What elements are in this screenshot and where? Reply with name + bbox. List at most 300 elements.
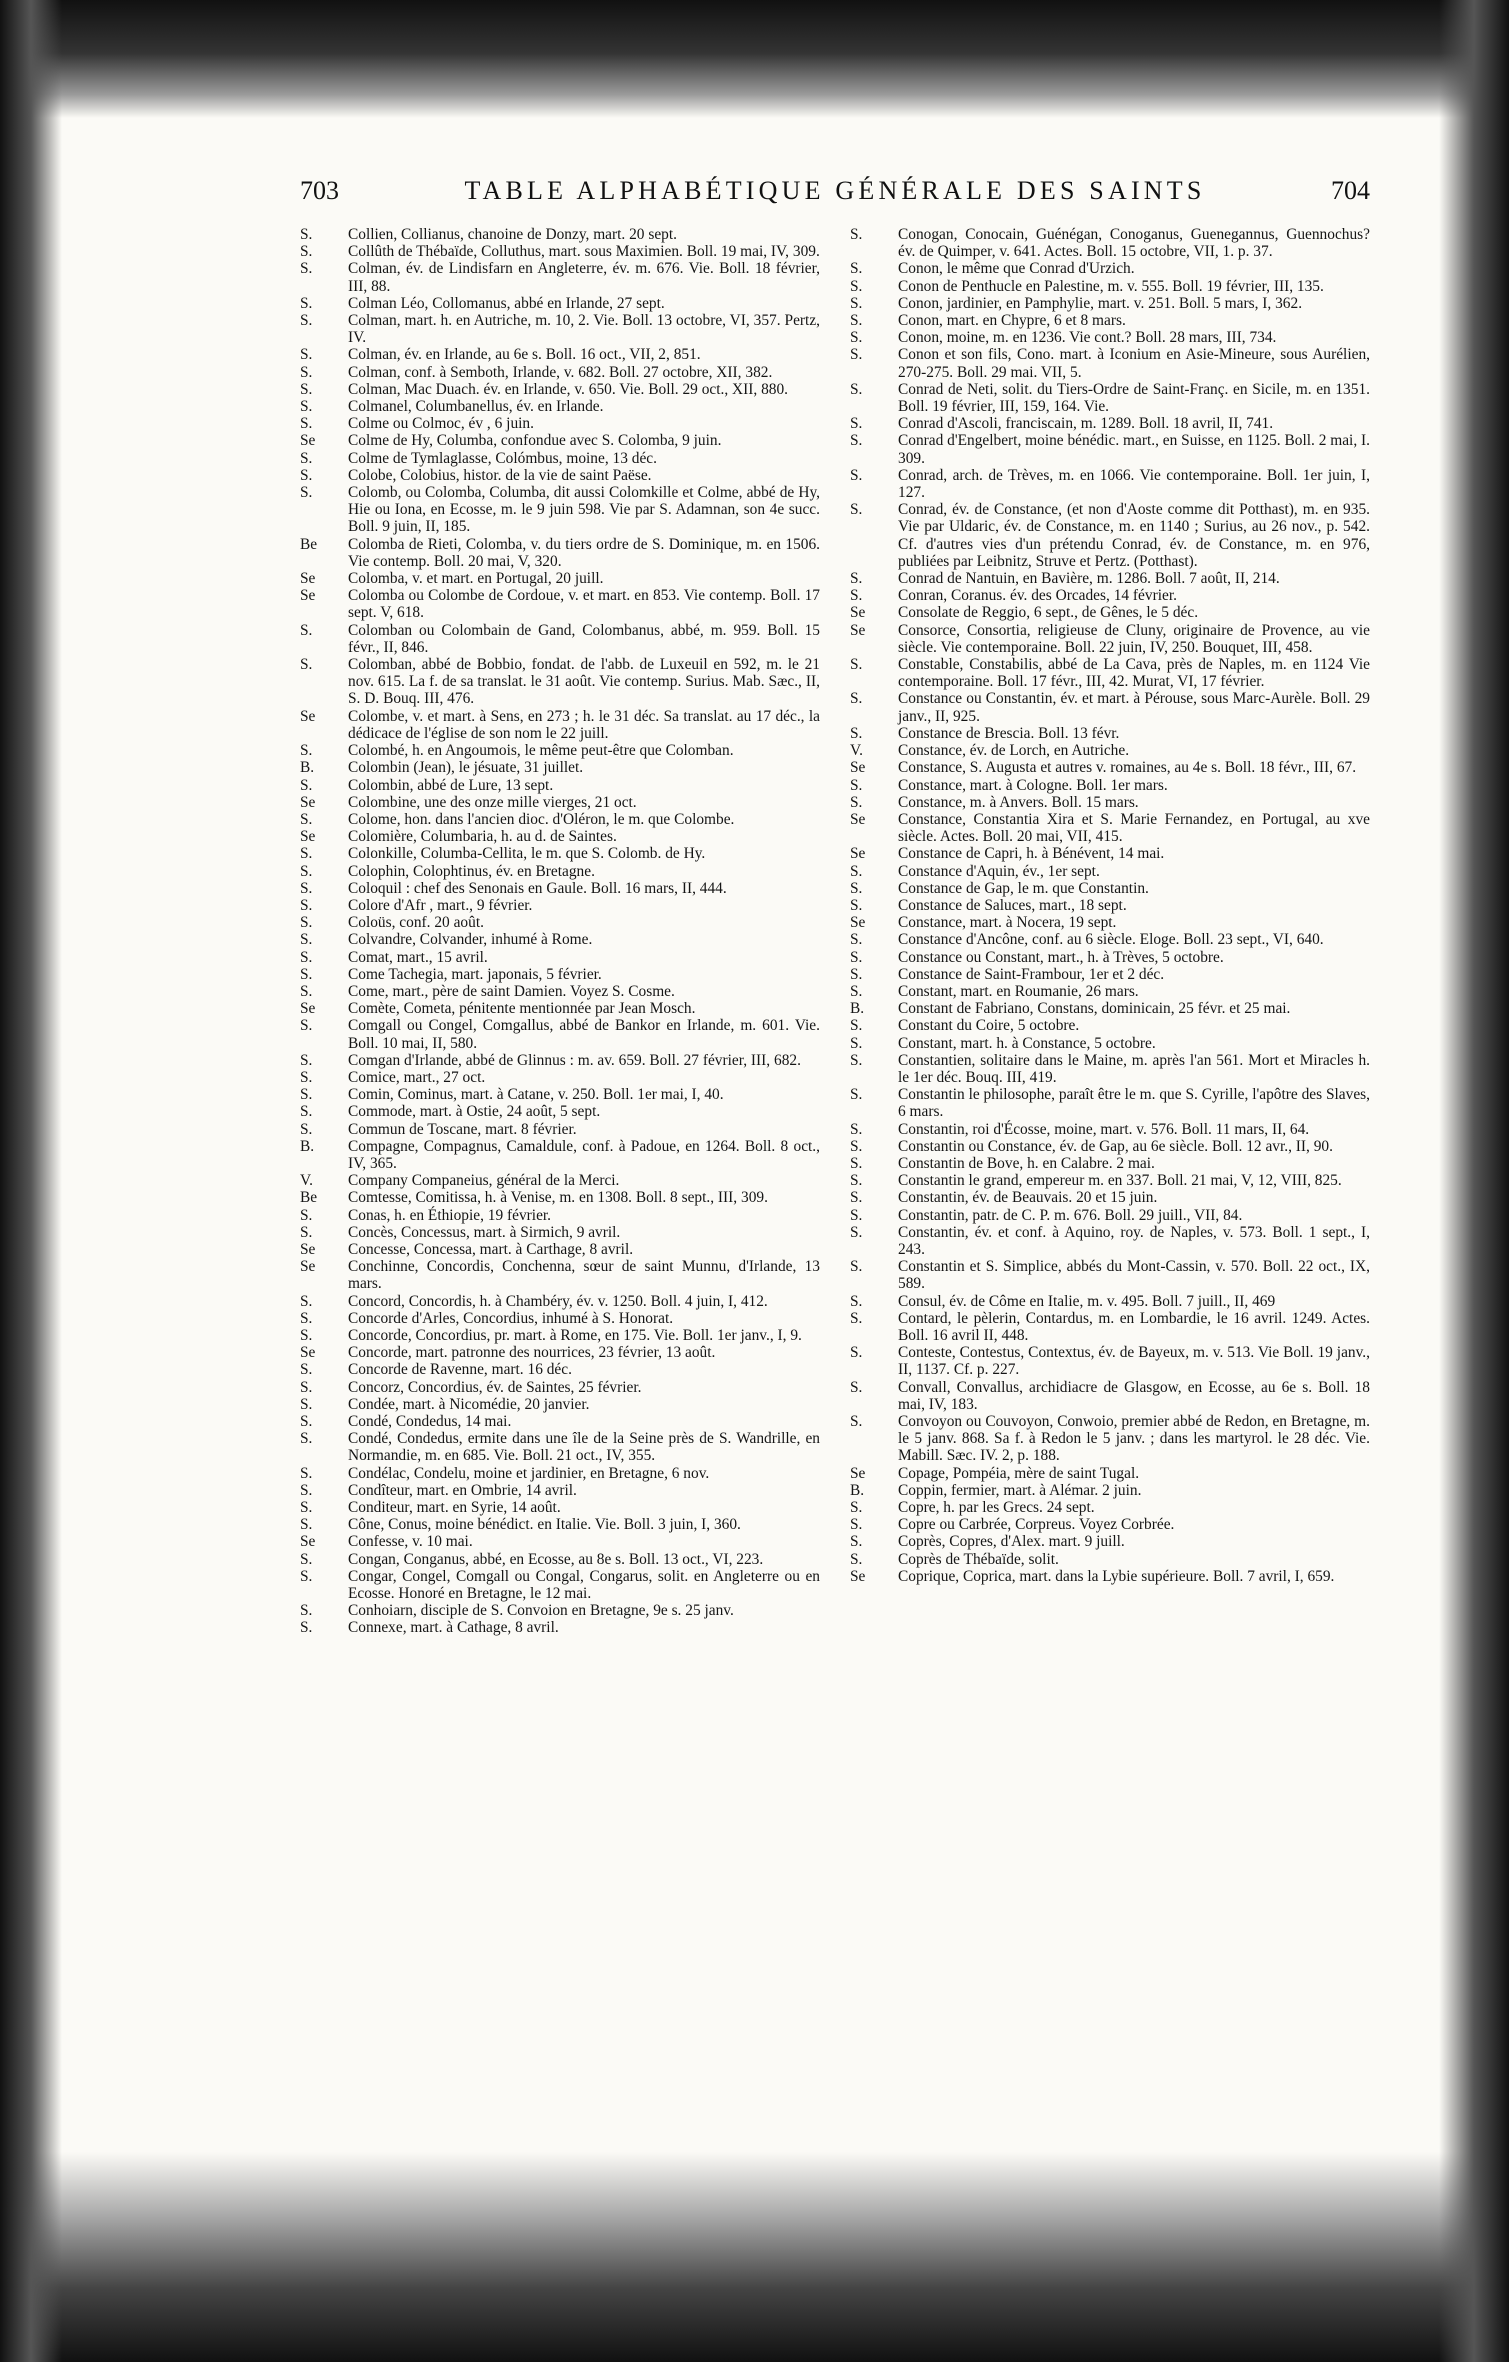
entry-text: Convoyon ou Couvoyon, Conwoio, premier abbé de Redon, en Bretagne, m. le 5 janv. 868. Sa f. à Redon le 5 janv. ; dans les martyrol. le 28 déc. Vie. Mabill. Sæc. IV. 2, p. 188.	[898, 1413, 1370, 1465]
entry-sigil: S.	[850, 1378, 863, 1396]
entry-sigil: S.	[850, 1533, 863, 1551]
index-entry	[300, 914, 820, 931]
index-entry	[850, 897, 1370, 914]
entry-sigil: S.	[850, 380, 863, 398]
index-entry	[300, 759, 820, 776]
entry-sigil: S.	[300, 380, 313, 398]
entry-text: Colombe, v. et mart. à Sens, en 273 ; h. le 31 déc. Sa translat. au 17 déc., la dédicace de l'église de son nom le 22 juill.	[348, 707, 820, 742]
index-entry	[300, 1361, 820, 1378]
index-entry	[300, 1499, 820, 1516]
entry-sigil: S.	[300, 243, 313, 261]
entry-text: Colme ou Colmoc, év , 6 juin.	[348, 415, 534, 433]
entry-text: Constantin, roi d'Écosse, moine, mart. v. 576. Boll. 11 mars, II, 64.	[898, 1120, 1310, 1138]
entry-text: Constance, mart. à Cologne. Boll. 1er mars.	[898, 776, 1168, 794]
entry-sigil: Se	[300, 432, 316, 450]
entry-sigil: Se	[300, 793, 316, 811]
index-entry	[850, 587, 1370, 604]
entry-text: Colomban ou Colombain de Gand, Colombanus, abbé, m. 959. Boll. 15 févr., II, 846.	[348, 621, 820, 656]
entry-text: Coprès, Copres, d'Alex. mart. 9 juill.	[898, 1533, 1125, 1551]
entry-text: Conon et son fils, Cono. mart. à Iconium en Asie-Mineure, sous Aurélien, 270-275. Boll. 29 mai. VII, 5.	[898, 346, 1370, 381]
index-entry	[300, 587, 820, 621]
index-entry	[850, 1413, 1370, 1465]
entry-sigil: S.	[300, 1309, 313, 1327]
index-entry	[850, 1258, 1370, 1292]
entry-text: Colvandre, Colvander, inhumé à Rome.	[348, 931, 593, 949]
index-entry	[300, 949, 820, 966]
index-entry	[300, 966, 820, 983]
entry-sigil: S.	[300, 1619, 313, 1637]
index-entry	[300, 1379, 820, 1396]
entry-sigil: B.	[850, 1481, 865, 1499]
index-entry	[850, 1138, 1370, 1155]
entry-text: Colombé, h. en Angoumois, le même peut-être que Colomban.	[348, 742, 734, 760]
entry-text: Constantin ou Constance, év. de Gap, au 6e siècle. Boll. 12 avr., II, 90.	[898, 1137, 1333, 1155]
entry-text: Colophin, Colophtinus, év. en Bretagne.	[348, 862, 595, 880]
entry-text: Colman Léo, Collomanus, abbé en Irlande, 27 sept.	[348, 294, 665, 312]
entry-text: Connexe, mart. à Cathage, 8 avril.	[348, 1619, 559, 1637]
entry-text: Colman, év. de Lindisfarn en Angleterre, év. m. 676. Vie. Boll. 18 février, III, 88.	[348, 260, 820, 295]
entry-sigil: S.	[850, 1120, 863, 1138]
entry-text: Conchinne, Concordis, Conchenna, sœur de saint Munnu, d'Irlande, 13 mars.	[348, 1258, 820, 1293]
entry-sigil: S.	[850, 1499, 863, 1517]
entry-text: Constantien, solitaire dans le Maine, m. après l'an 561. Mort et Miracles h. le 1er déc. Bouq. III, 419.	[898, 1051, 1370, 1086]
entry-text: Concord, Concordis, h. à Chambéry, év. v. 1250. Boll. 4 juin, I, 412.	[348, 1292, 768, 1310]
entry-text: Colman, Mac Duach. év. en Irlande, v. 650. Vie. Boll. 29 oct., XII, 880.	[348, 380, 789, 398]
index-entry	[850, 1121, 1370, 1138]
entry-sigil: S.	[300, 845, 313, 863]
entry-text: Congan, Conganus, abbé, en Ecosse, au 8e s. Boll. 13 oct., VI, 223.	[348, 1550, 764, 1568]
entry-text: Conas, h. en Éthiopie, 19 février.	[348, 1206, 552, 1224]
index-entry	[300, 622, 820, 656]
index-entry	[850, 329, 1370, 346]
entry-text: Condée, mart. à Nicomédie, 20 janvier.	[348, 1395, 590, 1413]
entry-sigil: S.	[300, 226, 313, 243]
index-entry	[300, 1516, 820, 1533]
entry-sigil: S.	[850, 501, 863, 519]
entry-text: Constance de Saint-Frambour, 1er et 2 déc.	[898, 965, 1165, 983]
index-entry	[850, 949, 1370, 966]
index-entry	[300, 536, 820, 570]
entry-text: Cône, Conus, moine bénédict. en Italie. Vie. Boll. 3 juin, I, 360.	[348, 1516, 741, 1534]
entry-text: Conrad, év. de Constance, (et non d'Aoste comme dit Potthast), m. en 935. Vie par Uldaric, év. de Constance, m. en 1140 ; Surius, au 26 nov., p. 542. Cf. d'autres vies d'un prétendu Conrad, év. de Constance, m. en 976, publiées par Leibnitz, Struve et Pertz. (Potthast).	[898, 501, 1370, 570]
entry-sigil: S.	[850, 1344, 863, 1362]
entry-text: Collien, Collianus, chanoine de Donzy, mart. 20 sept.	[348, 226, 677, 243]
index-entry	[300, 312, 820, 346]
scan-shadow-top	[0, 0, 1509, 118]
entry-sigil: B.	[850, 1000, 865, 1018]
entry-text: Conon, moine, m. en 1236. Vie cont.? Boll. 28 mars, III, 734.	[898, 329, 1277, 347]
index-entry	[300, 1619, 820, 1636]
index-entry	[850, 1293, 1370, 1310]
index-entry	[850, 381, 1370, 415]
entry-text: Consul, év. de Côme en Italie, m. v. 495. Boll. 7 juill., II, 469	[898, 1292, 1276, 1310]
entry-sigil: S.	[850, 862, 863, 880]
entry-sigil: S.	[850, 879, 863, 897]
entry-text: Commun de Toscane, mart. 8 février.	[348, 1120, 577, 1138]
entry-text: Conhoiarn, disciple de S. Convoion en Bretagne, 9e s. 25 janv.	[348, 1602, 734, 1620]
scan-shadow-bottom	[0, 2152, 1509, 2362]
entry-sigil: S.	[300, 1499, 313, 1517]
entry-sigil: S.	[850, 432, 863, 450]
entry-sigil: S.	[850, 312, 863, 330]
index-entry	[300, 346, 820, 363]
entry-text: Compagne, Compagnus, Camaldule, conf. à Padoue, en 1264. Boll. 8 oct., IV, 365.	[348, 1137, 820, 1172]
index-entry	[850, 1052, 1370, 1086]
entry-text: Colomière, Columbaria, h. au d. de Saintes.	[348, 828, 617, 846]
entry-text: Confesse, v. 10 mai.	[348, 1533, 473, 1551]
page-title: TABLE ALPHABÉTIQUE GÉNÉRALE DES SAINTS	[464, 176, 1206, 205]
entry-sigil: S.	[300, 965, 313, 983]
entry-text: Convall, Convallus, archidiacre de Glasgow, en Ecosse, au 6e s. Boll. 18 mai, IV, 183.	[898, 1378, 1370, 1413]
entry-text: Constance, S. Augusta et autres v. romaines, au 4e s. Boll. 18 févr., III, 67.	[898, 759, 1357, 777]
index-entry	[300, 1103, 820, 1120]
index-entry	[850, 1499, 1370, 1516]
entry-text: Constant du Coire, 5 octobre.	[898, 1017, 1080, 1035]
entry-sigil: S.	[300, 1017, 313, 1035]
entry-text: Conrad d'Ascoli, franciscain, m. 1289. Boll. 18 avril, II, 741.	[898, 415, 1274, 433]
index-entry	[300, 794, 820, 811]
entry-text: Conon, mart. en Chypre, 6 et 8 mars.	[898, 312, 1126, 330]
entry-sigil: Se	[300, 1000, 316, 1018]
index-entry	[300, 226, 820, 243]
index-entry	[850, 467, 1370, 501]
index-entry	[850, 880, 1370, 897]
entry-sigil: S.	[850, 1223, 863, 1241]
entry-sigil: S.	[300, 1464, 313, 1482]
entry-sigil: S.	[300, 398, 313, 416]
entry-text: Constantin de Bove, h. en Calabre. 2 mai.	[898, 1154, 1155, 1172]
entry-sigil: S.	[850, 1034, 863, 1052]
entry-text: Concès, Concessus, mart. à Sirmich, 9 avril.	[348, 1223, 621, 1241]
index-entry	[850, 1086, 1370, 1120]
entry-sigil: Se	[850, 621, 866, 639]
entry-sigil: S.	[300, 1086, 313, 1104]
entry-text: Comgan d'Irlande, abbé de Glinnus : m. av. 659. Boll. 27 février, III, 682.	[348, 1051, 801, 1069]
entry-sigil: S.	[850, 226, 863, 243]
entry-sigil: S.	[300, 914, 313, 932]
index-entry	[300, 415, 820, 432]
index-entry	[850, 777, 1370, 794]
index-entry	[850, 501, 1370, 570]
entry-text: Constantin, év. de Beauvais. 20 et 15 juin.	[898, 1189, 1158, 1207]
index-entry	[850, 1155, 1370, 1172]
index-entry	[300, 1465, 820, 1482]
entry-sigil: S.	[300, 1327, 313, 1344]
entry-sigil: Se	[300, 587, 316, 605]
index-entry	[850, 1172, 1370, 1189]
entry-sigil: Se	[850, 759, 866, 777]
entry-text: Colomba ou Colombe de Cordoue, v. et mart. en 853. Vie contemp. Boll. 17 sept. V, 618.	[348, 587, 820, 622]
index-entry	[300, 897, 820, 914]
entry-sigil: S.	[850, 587, 863, 605]
entry-sigil: S.	[300, 1395, 313, 1413]
entry-text: Colomba, v. et mart. en Portugal, 20 juill.	[348, 570, 604, 588]
entry-sigil: S.	[850, 415, 863, 433]
entry-sigil: S.	[850, 466, 863, 484]
index-entry	[300, 742, 820, 759]
entry-text: Conogan, Conocain, Guénégan, Conoganus, Guenegannus, Guennochus? év. de Quimper, v. 641. Actes. Boll. 15 octobre, VII, 1. p. 37.	[898, 226, 1370, 261]
index-entry	[300, 484, 820, 536]
entry-text: Comtesse, Comitissa, h. à Venise, m. en 1308. Boll. 8 sept., III, 309.	[348, 1189, 768, 1207]
index-entry	[300, 1000, 820, 1017]
entry-text: Constance, mart. à Nocera, 19 sept.	[898, 914, 1117, 932]
entry-sigil: S.	[850, 896, 863, 914]
entry-sigil: S.	[300, 621, 313, 639]
entry-text: Consolate de Reggio, 6 sept., de Gênes, le 5 déc.	[898, 604, 1199, 622]
entry-sigil: S.	[850, 1154, 863, 1172]
entry-text: Constance ou Constantin, év. et mart. à Pérouse, sous Marc-Aurèle. Boll. 29 janv., II, 925.	[898, 690, 1370, 725]
index-entry	[850, 742, 1370, 759]
entry-text: Commode, mart. à Ostie, 24 août, 5 sept.	[348, 1103, 601, 1121]
entry-text: Colomban, abbé de Bobbio, fondat. de l'abb. de Luxeuil en 592, m. le 21 nov. 615. La f. de sa translat. le 31 août. Vie contemp. Surius. Mab. Sæc., II, S. D. Bouq. III, 476.	[348, 656, 820, 708]
entry-text: Constantin et S. Simplice, abbés du Mont-Cassin, v. 570. Boll. 22 oct., IX, 589.	[898, 1258, 1370, 1293]
entry-text: Concesse, Concessa, mart. à Carthage, 8 avril.	[348, 1240, 634, 1258]
entry-text: Conon, le même que Conrad d'Urzich.	[898, 260, 1135, 278]
entry-text: Contard, le pèlerin, Contardus, m. en Lombardie, le 16 avril. 1249. Actes. Boll. 16 avril II, 448.	[898, 1309, 1370, 1344]
entry-sigil: S.	[300, 982, 313, 1000]
entry-text: Condé, Condedus, ermite dans une île de la Seine près de S. Wandrille, en Normandie, m. en 685. Vie. Boll. 21 oct., IV, 355.	[348, 1430, 820, 1465]
index-entry	[850, 966, 1370, 983]
index-entry	[300, 1327, 820, 1344]
index-entry	[300, 1568, 820, 1602]
index-entry	[300, 570, 820, 587]
entry-text: Conrad d'Engelbert, moine bénédic. mart., en Suisse, en 1125. Boll. 2 mai, I. 309.	[898, 432, 1370, 467]
index-entry	[850, 1568, 1370, 1585]
entry-sigil: Se	[850, 914, 866, 932]
entry-text: Concorde d'Arles, Concordius, inhumé à S. Honorat.	[348, 1309, 674, 1327]
index-entry	[300, 1344, 820, 1361]
entry-sigil: Se	[850, 845, 866, 863]
index-entry	[300, 1207, 820, 1224]
index-entry	[850, 1310, 1370, 1344]
index-entry	[300, 432, 820, 449]
entry-text: Concorde, Concordius, pr. mart. à Rome, en 175. Vie. Boll. 1er janv., I, 9.	[348, 1327, 802, 1344]
index-entry	[850, 1224, 1370, 1258]
index-entry	[850, 312, 1370, 329]
entry-text: Company Companeius, général de la Merci.	[348, 1172, 620, 1190]
entry-sigil: Se	[300, 1344, 316, 1362]
index-entry	[300, 243, 820, 260]
entry-sigil: S.	[300, 931, 313, 949]
index-entry	[300, 467, 820, 484]
index-entry	[300, 1310, 820, 1327]
index-entry	[300, 1241, 820, 1258]
entry-text: Constantin, év. et conf. à Aquino, roy. de Naples, v. 573. Boll. 1 sept., I, 243.	[898, 1223, 1370, 1258]
entry-sigil: S.	[300, 776, 313, 794]
index-entry	[300, 1396, 820, 1413]
entry-sigil: S.	[300, 1223, 313, 1241]
index-entry	[300, 1413, 820, 1430]
index-entry	[850, 1189, 1370, 1206]
index-entry	[300, 1430, 820, 1464]
entry-sigil: Se	[300, 828, 316, 846]
entry-sigil: S.	[850, 1292, 863, 1310]
entry-sigil: S.	[850, 570, 863, 588]
index-entry	[300, 1224, 820, 1241]
index-entry	[300, 828, 820, 845]
entry-sigil: S.	[850, 277, 863, 295]
entry-sigil: S.	[300, 484, 313, 502]
index-entry	[300, 1069, 820, 1086]
entry-text: Copage, Pompéia, mère de saint Tugal.	[898, 1464, 1140, 1482]
entry-text: Condélac, Condelu, moine et jardinier, en Bretagne, 6 nov.	[348, 1464, 710, 1482]
entry-sigil: S.	[300, 896, 313, 914]
entry-sigil: Se	[850, 1567, 866, 1585]
entry-text: Conon, jardinier, en Pamphylie, mart. v. 251. Boll. 5 mars, I, 362.	[898, 294, 1303, 312]
entry-text: Constable, Constabilis, abbé de La Cava, près de Naples, m. en 1124 Vie contemporaine. Boll. 17 févr., III, 42. Murat, VI, 17 février.	[898, 656, 1370, 691]
index-entry	[300, 1258, 820, 1292]
entry-sigil: S.	[850, 982, 863, 1000]
entry-sigil: S.	[850, 329, 863, 347]
entry-text: Come Tachegia, mart. japonais, 5 février.	[348, 965, 602, 983]
entry-sigil: S.	[850, 1413, 863, 1431]
entry-sigil: Se	[850, 1464, 866, 1482]
index-entry	[850, 845, 1370, 862]
entry-sigil: S.	[300, 742, 313, 760]
entry-sigil: Se	[850, 604, 866, 622]
index-entry	[300, 1017, 820, 1051]
entry-sigil: S.	[300, 363, 313, 381]
index-entry	[300, 398, 820, 415]
entry-sigil: V.	[850, 742, 863, 760]
entry-text: Constance, m. à Anvers. Boll. 15 mars.	[898, 793, 1139, 811]
index-entry	[300, 983, 820, 1000]
right-column	[850, 226, 1370, 1585]
entry-sigil: V.	[300, 1172, 313, 1190]
entry-text: Copre ou Carbrée, Corpreus. Voyez Corbrée.	[898, 1516, 1175, 1534]
index-entry	[850, 690, 1370, 724]
scan-shadow-left	[0, 0, 62, 2362]
entry-text: Constance d'Ancône, conf. au 6 siècle. Eloge. Boll. 23 sept., VI, 640.	[898, 931, 1324, 949]
entry-sigil: S.	[300, 260, 313, 278]
entry-text: Consorce, Consortia, religieuse de Cluny, originaire de Provence, au vie siècle. Vie contemporaine. Boll. 22 juin, IV, 250. Bouquet, III, 458.	[898, 621, 1370, 656]
entry-sigil: S.	[850, 294, 863, 312]
entry-sigil: S.	[300, 1378, 313, 1396]
entry-sigil: S.	[850, 260, 863, 278]
entry-text: Colme de Hy, Columba, confondue avec S. Colomba, 9 juin.	[348, 432, 722, 450]
entry-text: Constant, mart. h. à Constance, 5 octobre.	[898, 1034, 1156, 1052]
entry-sigil: S.	[850, 1189, 863, 1207]
entry-text: Coloquil : chef des Senonais en Gaule. Boll. 16 mars, II, 444.	[348, 879, 727, 897]
entry-sigil: B.	[300, 1137, 315, 1155]
entry-text: Colome, hon. dans l'ancien dioc. d'Oléron, le m. que Colombe.	[348, 810, 735, 828]
entry-text: Conrad de Nantuin, en Bavière, m. 1286. Boll. 7 août, II, 214.	[898, 570, 1280, 588]
entry-sigil: S.	[300, 1550, 313, 1568]
entry-text: Colomba de Rieti, Colomba, v. du tiers ordre de S. Dominique, m. en 1506. Vie contemp. Boll. 20 mai, V, 320.	[348, 535, 820, 570]
entry-sigil: S.	[850, 1550, 863, 1568]
entry-sigil: S.	[300, 312, 313, 330]
entry-text: Colore d'Afr , mart., 9 février.	[348, 896, 533, 914]
index-entry	[300, 260, 820, 294]
entry-sigil: Se	[300, 1533, 316, 1551]
index-entry	[850, 295, 1370, 312]
entry-text: Comin, Cominus, mart. à Catane, v. 250. Boll. 1er mai, I, 40.	[348, 1086, 724, 1104]
entry-sigil: S.	[300, 415, 313, 433]
page-number-right: 704	[1331, 176, 1370, 205]
entry-sigil: S.	[850, 1137, 863, 1155]
entry-sigil: S.	[850, 931, 863, 949]
entry-text: Colomb, ou Colomba, Columba, dit aussi Colomkille et Colme, abbé de Hy, Hie ou Iona, en Ecosse, m. le 9 juin 598. Vie par S. Adamnan, son 4e succ. Boll. 9 juin, II, 185.	[348, 484, 820, 536]
entry-sigil: S.	[850, 656, 863, 674]
index-entry	[850, 1000, 1370, 1017]
index-entry	[300, 777, 820, 794]
entry-text: Comat, mart., 15 avril.	[348, 948, 488, 966]
index-entry	[850, 1551, 1370, 1568]
index-entry	[850, 432, 1370, 466]
entry-sigil: S.	[850, 1017, 863, 1035]
entry-sigil: S.	[300, 346, 313, 364]
entry-sigil: Se	[300, 1240, 316, 1258]
entry-text: Constance d'Aquin, év., 1er sept.	[898, 862, 1100, 880]
entry-text: Conteste, Contestus, Contextus, év. de Bayeux, m. v. 513. Vie Boll. 19 janv., II, 1137. Cf. p. 227.	[898, 1344, 1370, 1379]
index-entry	[850, 1516, 1370, 1533]
entry-text: Concorz, Concordius, év. de Saintes, 25 février.	[348, 1378, 642, 1396]
index-entry	[850, 415, 1370, 432]
entry-text: Constance, Constantia Xira et S. Marie Fernandez, en Portugal, au xve siècle. Actes. Boll. 20 mai, VII, 415.	[898, 810, 1370, 846]
index-entry	[300, 1052, 820, 1069]
entry-sigil: Be	[300, 535, 318, 553]
entry-text: Constance de Capri, h. à Bénévent, 14 mai.	[898, 845, 1165, 863]
index-entry	[300, 811, 820, 828]
entry-sigil: Se	[300, 570, 316, 588]
index-entry	[300, 450, 820, 467]
entry-text: Copre, h. par les Grecs. 24 sept.	[898, 1499, 1095, 1517]
index-entry	[300, 1551, 820, 1568]
index-entry	[850, 1207, 1370, 1224]
entry-sigil: S.	[300, 1567, 313, 1585]
index-entry	[850, 1465, 1370, 1482]
entry-sigil: Be	[300, 1189, 318, 1207]
entry-text: Constance de Gap, le m. que Constantin.	[898, 879, 1149, 897]
index-entry	[300, 880, 820, 897]
entry-sigil: S.	[300, 879, 313, 897]
entry-sigil: S.	[300, 948, 313, 966]
index-entry	[300, 364, 820, 381]
index-entry	[850, 794, 1370, 811]
entry-text: Conditeur, mart. en Syrie, 14 août.	[348, 1499, 561, 1517]
entry-sigil: S.	[850, 1309, 863, 1327]
entry-sigil: S.	[850, 965, 863, 983]
entry-text: Constance ou Constant, mart., h. à Trèves, 5 octobre.	[898, 948, 1224, 966]
index-entry	[850, 278, 1370, 295]
left-column	[300, 226, 820, 1637]
entry-text: Colman, év. en Irlande, au 6e s. Boll. 16 oct., VII, 2, 851.	[348, 346, 701, 364]
entry-text: Colonkille, Columba-Cellita, le m. que S. Colomb. de Hy.	[348, 845, 706, 863]
entry-text: Concorde de Ravenne, mart. 16 déc.	[348, 1361, 572, 1379]
entry-text: Constant de Fabriano, Constans, dominicain, 25 févr. et 25 mai.	[898, 1000, 1291, 1018]
entry-text: Condé, Condedus, 14 mai.	[348, 1413, 512, 1431]
entry-sigil: S.	[300, 810, 313, 828]
index-entry	[850, 811, 1370, 845]
entry-sigil: S.	[850, 948, 863, 966]
entry-text: Constance de Saluces, mart., 18 sept.	[898, 896, 1127, 914]
entry-sigil: S.	[850, 1206, 863, 1224]
entry-sigil: S.	[850, 346, 863, 364]
entry-text: Conrad de Neti, solit. du Tiers-Ordre de Saint-Franç. en Sicile, m. en 1351. Boll. 19 février, III, 159, 164. Vie.	[898, 380, 1370, 416]
index-entry	[850, 656, 1370, 690]
index-entry	[300, 1172, 820, 1189]
index-entry	[850, 983, 1370, 1000]
entry-text: Collûth de Thébaïde, Colluthus, mart. sous Maximien. Boll. 19 mai, IV, 309.	[348, 243, 820, 261]
entry-sigil: S.	[300, 1120, 313, 1138]
entry-text: Colombin (Jean), le jésuate, 31 juillet.	[348, 759, 584, 777]
index-entry	[850, 914, 1370, 931]
index-entry	[300, 381, 820, 398]
index-entry	[300, 1293, 820, 1310]
index-entry	[850, 863, 1370, 880]
index-entry	[300, 1189, 820, 1206]
entry-sigil: S.	[300, 1516, 313, 1534]
